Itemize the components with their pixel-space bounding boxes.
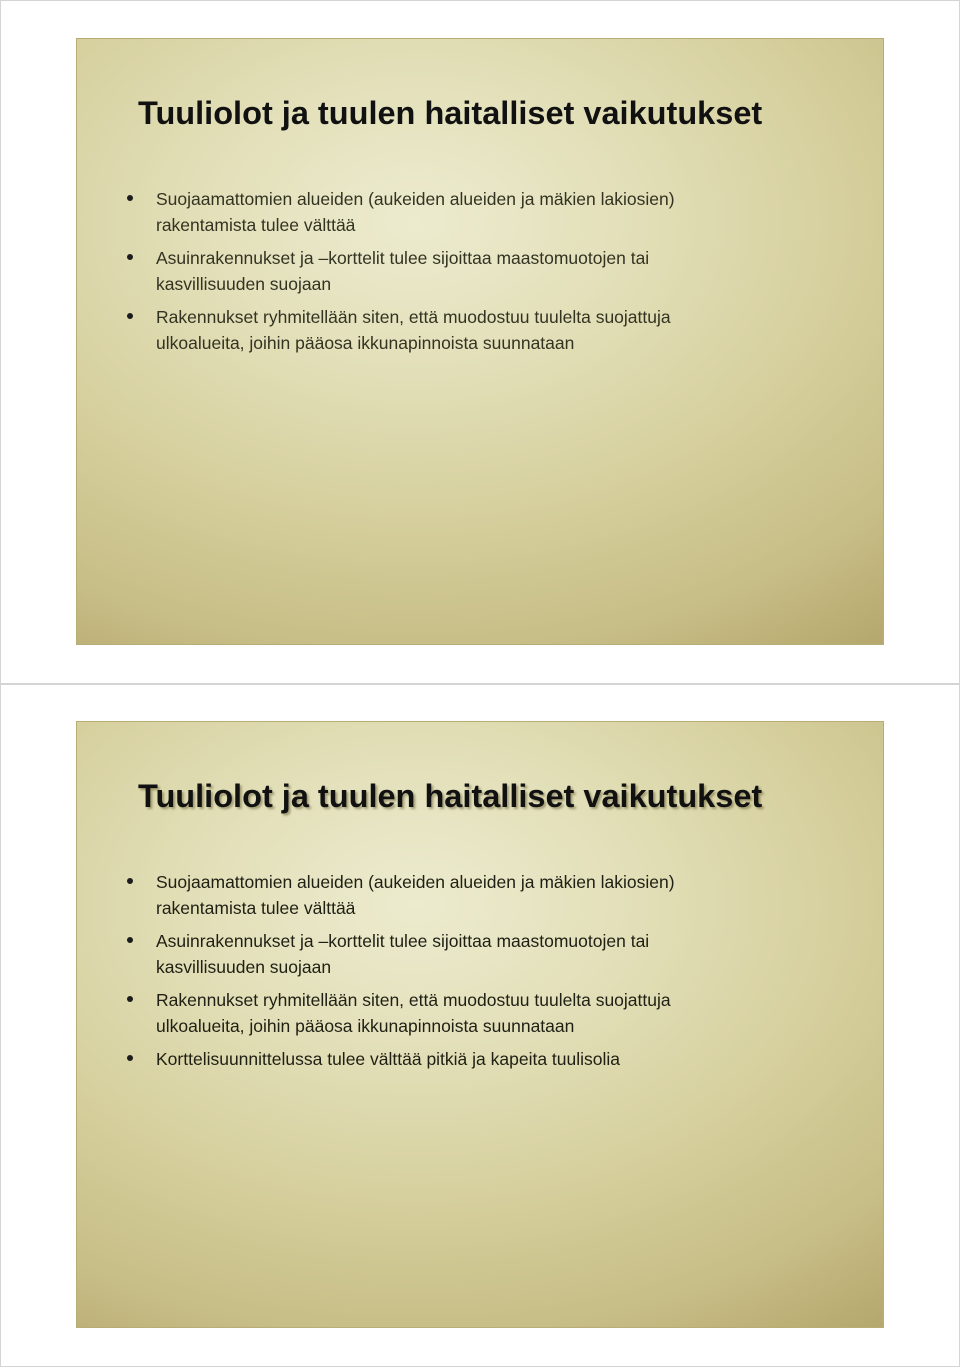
bullet-dot-icon [127,878,133,884]
bullet-text: Rakennukset ryhmitellään siten, että muodostuu tuulelta suojattuja ulkoalueita, joihin pääosa ikkunapinnoista suunnataan [156,307,671,353]
slide-2-title: Tuuliolot ja tuulen haitalliset vaikutukset [138,778,763,814]
bullet-dot-icon [127,1055,133,1061]
bullet-dot-icon [127,254,133,260]
bullet-dot-icon [127,195,133,201]
bullet-dot-icon [127,313,133,319]
bullet-text: Korttelisuunnittelussa tulee välttää pitkiä ja kapeita tuulisolia [156,1049,621,1069]
slide-1-bullet-list [156,186,846,363]
bullet-dot-icon [127,996,133,1002]
bullet-text: Suojaamattomien alueiden (aukeiden alueiden ja mäkien lakiosien) rakentamista tulee välttää [156,189,675,235]
slide-2-bullet-item [156,987,846,1039]
slide-1-bullet-item [156,245,846,297]
slide-1-bullet-item [156,304,846,356]
bullet-text: Suojaamattomien alueiden (aukeiden alueiden ja mäkien lakiosien) rakentamista tulee välttää [156,872,675,918]
slide-1-bullet-item [156,186,846,238]
bullet-text: Asuinrakennukset ja –korttelit tulee sijoittaa maastomuotojen tai kasvillisuuden suojaan [156,248,650,294]
bullet-dot-icon [127,937,133,943]
slide-2-bullet-item [156,869,846,921]
slide-1-title: Tuuliolot ja tuulen haitalliset vaikutukset [138,95,763,131]
bullet-text: Asuinrakennukset ja –korttelit tulee sijoittaa maastomuotojen tai kasvillisuuden suojaan [156,931,650,977]
slide-1 [77,39,883,644]
slide-2 [77,722,883,1327]
slide-2-bullet-item [156,928,846,980]
slide-2-bullet-item [156,1046,846,1072]
bullet-text: Rakennukset ryhmitellään siten, että muodostuu tuulelta suojattuja ulkoalueita, joihin pääosa ikkunapinnoista suunnataan [156,990,671,1036]
slide-2-bullet-list [156,869,846,1079]
